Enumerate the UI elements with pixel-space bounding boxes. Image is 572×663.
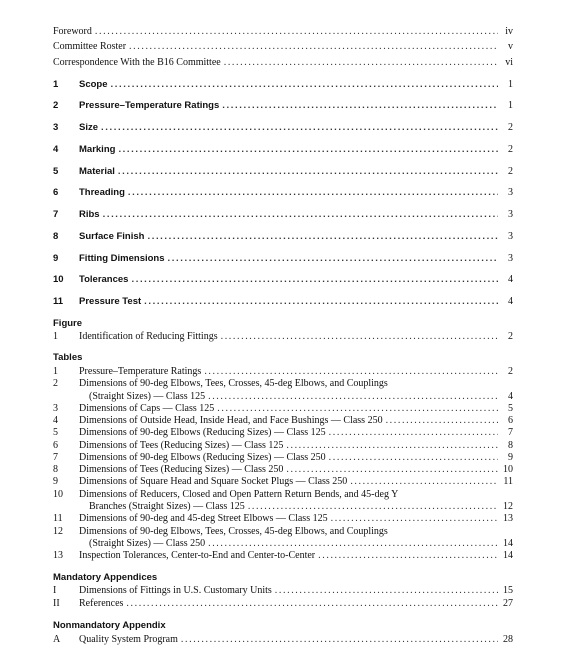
table-number: 10 <box>53 489 63 500</box>
toc-table-12-line2[interactable] <box>53 538 513 550</box>
toc-table-10-line2[interactable] <box>53 501 513 513</box>
section-number: 5 <box>53 166 59 177</box>
toc-appendix-I[interactable] <box>53 585 513 597</box>
toc-appendix-A[interactable] <box>53 634 513 646</box>
dot-leader <box>208 538 498 550</box>
dot-leader <box>286 440 498 452</box>
table-title: Dimensions of 90-deg and 45-deg Street Elbows — Class 125 <box>79 513 328 524</box>
toc-page: 2 <box>508 144 513 155</box>
toc-page: vi <box>505 57 513 68</box>
mandatory-appendices-heading: Mandatory Appendices <box>53 572 158 583</box>
appendix-number: A <box>53 634 61 645</box>
appendix-title: Dimensions of Fittings in U.S. Customary Units <box>79 585 272 596</box>
appendix-title: References <box>79 598 124 609</box>
dot-leader <box>350 476 498 488</box>
table-title: Dimensions of Tees (Reducing Sizes) — Class 125 <box>79 440 284 451</box>
toc-page: 7 <box>508 427 513 438</box>
dot-leader <box>224 57 498 69</box>
section-title: Tolerances <box>79 274 129 285</box>
toc-page: 11 <box>503 476 513 487</box>
toc-figure-1[interactable] <box>53 331 513 343</box>
toc-title: Foreword <box>53 26 92 37</box>
section-number: 1 <box>53 79 59 90</box>
table-title: Dimensions of Caps — Class 125 <box>79 403 215 414</box>
toc-page: 27 <box>503 598 513 609</box>
toc-page: iv <box>505 26 513 37</box>
table-title-continued: (Straight Sizes) — Class 250 <box>89 538 206 549</box>
toc-section-4[interactable] <box>53 144 513 156</box>
toc-page: 28 <box>503 634 513 645</box>
dot-leader <box>103 209 498 221</box>
appendix-number: I <box>53 585 57 596</box>
table-number: 6 <box>53 440 58 451</box>
toc-page: 1 <box>508 100 513 111</box>
table-title: Dimensions of 90-deg Elbows, Tees, Crosses, 45-deg Elbows, and Couplings <box>79 378 388 389</box>
dot-leader <box>118 144 498 156</box>
section-title: Marking <box>79 144 116 155</box>
toc-table-1[interactable] <box>53 366 513 378</box>
dot-leader <box>329 452 498 464</box>
dot-leader <box>168 253 499 265</box>
dot-leader <box>101 122 498 134</box>
toc-page: 10 <box>503 464 513 475</box>
table-number: 2 <box>53 378 58 389</box>
dot-leader <box>111 79 498 91</box>
toc-table-8[interactable] <box>53 464 513 476</box>
toc-page: 9 <box>508 452 513 463</box>
section-number: 3 <box>53 122 59 133</box>
toc-page: 14 <box>503 538 513 549</box>
section-title: Pressure–Temperature Ratings <box>79 100 220 111</box>
dot-leader <box>181 634 498 646</box>
section-number: 6 <box>53 187 59 198</box>
table-title: Dimensions of 90-deg Elbows (Reducing Sizes) — Class 250 <box>79 452 326 463</box>
toc-section-6[interactable] <box>53 187 513 199</box>
toc-table-4[interactable] <box>53 415 513 427</box>
dot-leader <box>204 366 498 378</box>
section-title: Scope <box>79 79 108 90</box>
toc-page: 3 <box>508 231 513 242</box>
section-number: 10 <box>53 274 64 285</box>
toc-page: 4 <box>508 391 513 402</box>
toc-page: 5 <box>508 403 513 414</box>
dot-leader <box>248 501 498 513</box>
toc-table-10-line1[interactable] <box>53 489 513 501</box>
table-number: 4 <box>53 415 58 426</box>
dot-leader <box>128 187 498 199</box>
dot-leader <box>147 231 498 243</box>
toc-table-9[interactable] <box>53 476 513 488</box>
toc-page: 2 <box>508 166 513 177</box>
toc-page: 1 <box>508 79 513 90</box>
table-number: 13 <box>53 550 63 561</box>
toc-section-2[interactable] <box>53 100 513 112</box>
section-title: Size <box>79 122 99 133</box>
table-number: 3 <box>53 403 58 414</box>
toc-table-3[interactable] <box>53 403 513 415</box>
table-number: 7 <box>53 452 58 463</box>
toc-page: 12 <box>503 501 513 512</box>
toc-entry-correspondence[interactable] <box>53 57 513 69</box>
table-title: Dimensions of Outside Head, Inside Head, and Face Bushings — Class 250 <box>79 415 383 426</box>
table-number: 11 <box>53 513 63 524</box>
dot-leader <box>221 331 498 343</box>
figure-title: Identification of Reducing Fittings <box>79 331 218 342</box>
toc-section-8[interactable] <box>53 231 513 243</box>
toc-page: 8 <box>508 440 513 451</box>
toc-page: 14 <box>503 550 513 561</box>
table-title: Dimensions of 90-deg Elbows (Reducing Sizes) — Class 125 <box>79 427 326 438</box>
toc-table-13[interactable] <box>53 550 513 562</box>
section-number: 4 <box>53 144 59 155</box>
toc-page: v <box>508 41 513 52</box>
figure-heading: Figure <box>53 318 83 329</box>
section-title: Surface Finish <box>79 231 145 242</box>
toc-appendix-II[interactable] <box>53 598 513 610</box>
dot-leader <box>331 513 498 525</box>
toc-page: 3 <box>508 253 513 264</box>
section-number: 2 <box>53 100 59 111</box>
toc-entry-foreword[interactable] <box>53 26 513 38</box>
table-title: Dimensions of 90-deg Elbows, Tees, Crosses, 45-deg Elbows, and Couplings <box>79 526 388 537</box>
toc-page: 3 <box>508 187 513 198</box>
tables-heading: Tables <box>53 352 83 363</box>
toc-section-10[interactable] <box>53 274 513 286</box>
section-number: 7 <box>53 209 59 220</box>
toc-section-7[interactable] <box>53 209 513 221</box>
dot-leader <box>386 415 498 427</box>
dot-leader <box>95 26 498 38</box>
dot-leader <box>275 585 498 597</box>
section-title: Fitting Dimensions <box>79 253 165 264</box>
toc-table-2-line2[interactable] <box>53 391 513 403</box>
section-title: Threading <box>79 187 125 198</box>
table-title: Dimensions of Square Head and Square Socket Plugs — Class 250 <box>79 476 348 487</box>
toc-page: 3 <box>508 209 513 220</box>
toc-page: 4 <box>508 296 513 307</box>
table-title: Dimensions of Reducers, Closed and Open Pattern Return Bends, and 45-deg Y <box>79 489 399 500</box>
section-title: Pressure Test <box>79 296 142 307</box>
figure-number: 1 <box>53 331 58 342</box>
section-title: Ribs <box>79 209 100 220</box>
appendix-title: Quality System Program <box>79 634 178 645</box>
table-number: 9 <box>53 476 58 487</box>
toc-page: 2 <box>508 122 513 133</box>
table-number: 1 <box>53 366 58 377</box>
dot-leader <box>118 166 498 178</box>
dot-leader <box>329 427 498 439</box>
toc-section-3[interactable] <box>53 122 513 134</box>
section-number: 9 <box>53 253 59 264</box>
dot-leader <box>126 598 498 610</box>
toc-page: 2 <box>508 331 513 342</box>
section-number: 8 <box>53 231 59 242</box>
table-title-continued: (Straight Sizes) — Class 125 <box>89 391 206 402</box>
table-number: 8 <box>53 464 58 475</box>
toc-table-6[interactable] <box>53 440 513 452</box>
toc-page: 6 <box>508 415 513 426</box>
dot-leader <box>222 100 498 112</box>
toc-table-5[interactable] <box>53 427 513 439</box>
toc-page: 4 <box>508 274 513 285</box>
table-title: Pressure–Temperature Ratings <box>79 366 202 377</box>
section-number: 11 <box>53 296 64 307</box>
dot-leader <box>208 391 498 403</box>
toc-page: 15 <box>503 585 513 596</box>
toc-table-11[interactable] <box>53 513 513 525</box>
section-title: Material <box>79 166 115 177</box>
dot-leader <box>131 274 498 286</box>
dot-leader <box>217 403 498 415</box>
toc-title: Correspondence With the B16 Committee <box>53 57 221 68</box>
table-title: Dimensions of Tees (Reducing Sizes) — Class 250 <box>79 464 284 475</box>
appendix-number: II <box>53 598 60 609</box>
toc-section-5[interactable] <box>53 166 513 178</box>
toc-title: Committee Roster <box>53 41 127 52</box>
toc-section-11[interactable] <box>53 296 513 308</box>
dot-leader <box>318 550 498 562</box>
table-title-continued: Branches (Straight Sizes) — Class 125 <box>89 501 245 512</box>
table-number: 12 <box>53 526 63 537</box>
toc-section-9[interactable] <box>53 253 513 265</box>
toc-page: 13 <box>503 513 513 524</box>
dot-leader <box>144 296 498 308</box>
table-number: 5 <box>53 427 58 438</box>
table-title: Inspection Tolerances, Center-to-End and Center-to-Center <box>79 550 316 561</box>
dot-leader <box>286 464 498 476</box>
toc-table-12-line1[interactable] <box>53 526 513 538</box>
toc-page: 2 <box>508 366 513 377</box>
dot-leader <box>129 41 498 53</box>
toc-entry-committee-roster[interactable] <box>53 41 513 53</box>
toc-table-2-line1[interactable] <box>53 378 513 390</box>
nonmandatory-appendix-heading: Nonmandatory Appendix <box>53 620 166 631</box>
toc-table-7[interactable] <box>53 452 513 464</box>
toc-section-1[interactable] <box>53 79 513 91</box>
